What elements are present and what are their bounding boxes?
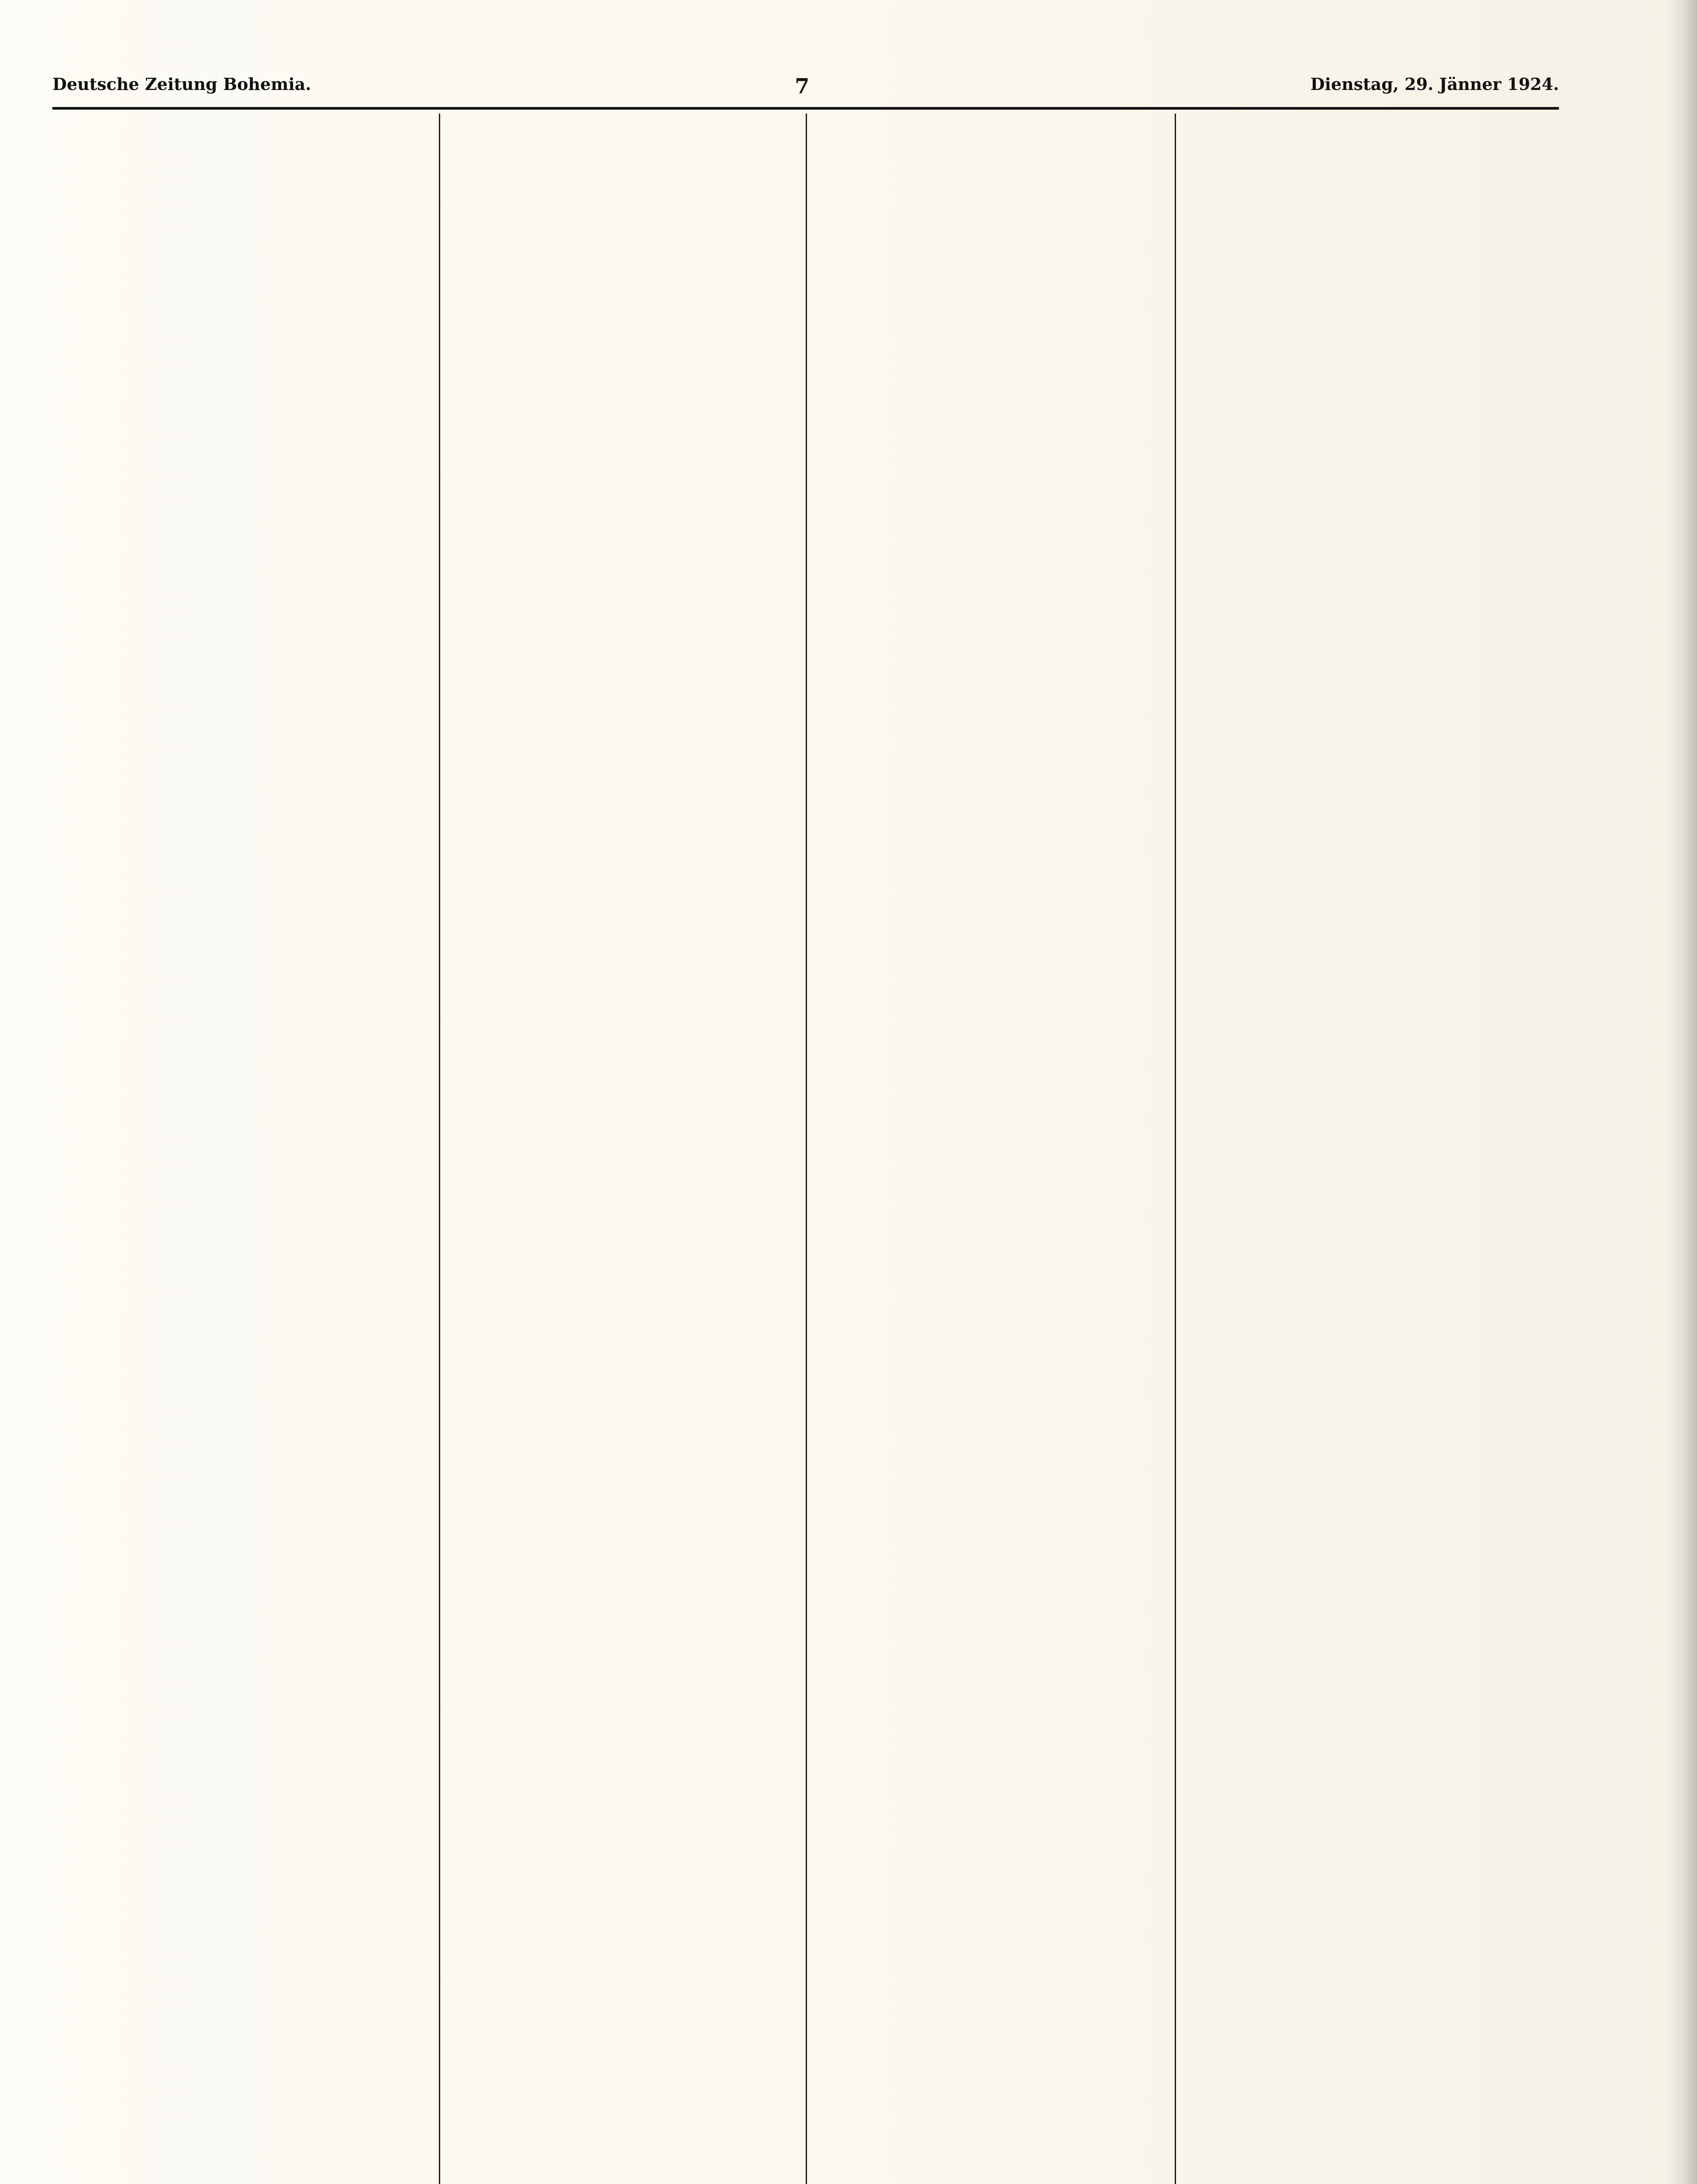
masthead-paper-name: Deutsche Zeitung Bohemia. [52,74,311,94]
masthead [52,74,1559,109]
column-2 [450,120,808,2184]
column-3 [814,120,1173,2184]
column-1 [55,120,413,2184]
page-edge-shadow [1666,0,1697,2184]
masthead-date: Dienstag, 29. Jänner 1924. [1310,74,1559,94]
column-divider [439,114,440,2184]
masthead-rule [52,107,1559,110]
column-4 [1183,120,1542,2184]
page-number: 7 [795,74,810,99]
column-divider [1175,114,1176,2184]
